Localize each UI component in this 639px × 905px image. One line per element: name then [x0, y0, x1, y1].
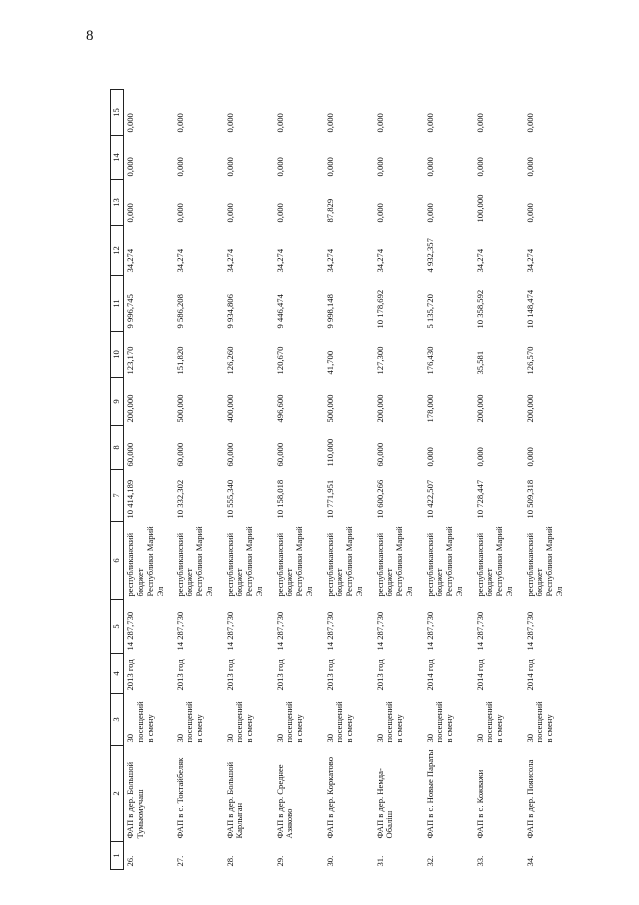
col15-value: 0,000 [125, 113, 135, 133]
col12-value: 34,274 [174, 248, 185, 273]
col7-value: 10 509,318 [524, 479, 535, 519]
table-row [474, 90, 524, 870]
funding-source: республиканский бюджет Республики Марий Эл [374, 526, 415, 597]
total-cost: 14 287,730 [474, 611, 485, 651]
header-cell: 13 [111, 180, 124, 226]
row-number: 33. [474, 855, 485, 867]
facility-name: ФАП в дер. Большой Тумьюмучаш [125, 761, 145, 839]
col7-value: 10 600,266 [374, 479, 385, 519]
capacity: 30 посещений в смену [274, 701, 305, 743]
col14-value: 0,000 [125, 157, 135, 177]
col7-value: 10 422,507 [424, 479, 435, 519]
col12-value: 4 932,357 [424, 238, 435, 273]
col10-value: 126,570 [524, 346, 535, 375]
col12-value: 34,274 [274, 248, 285, 273]
header-cell: 6 [111, 522, 124, 600]
facility-name: ФАП в дер. Среднее Азяково [274, 764, 295, 839]
funding-source: республиканский бюджет Республики Марий Эл [424, 526, 465, 597]
capacity: 30 посещений в смену [424, 701, 455, 743]
header-cell: 14 [111, 136, 124, 180]
col13-value: 0,000 [125, 203, 135, 223]
col8-value: 0,000 [524, 447, 535, 467]
col8-value: 60,000 [174, 442, 185, 467]
capacity: 30 посещений в смену [474, 701, 505, 743]
header-cell: 2 [111, 746, 124, 842]
col11-value: 5 135,720 [424, 294, 435, 329]
col9-value: 200,000 [374, 394, 385, 423]
funding-source: республиканский бюджет Республики Марий Эл [224, 526, 265, 597]
row-number: 26. [125, 855, 135, 867]
col10-value: 41,700 [324, 350, 335, 375]
col13-value: 0,000 [274, 203, 285, 223]
facility-name: ФАП в дер. Пояисола [524, 759, 535, 839]
facility-name: ФАП в дер. Коркатово [324, 756, 335, 839]
col7-value: 10 414,189 [125, 479, 135, 519]
header-cell: 10 [111, 332, 124, 378]
col8-value: 60,000 [224, 442, 235, 467]
col15-value: 0,000 [474, 113, 485, 133]
total-cost: 14 287,730 [174, 611, 185, 651]
col11-value: 9 586,208 [174, 294, 185, 329]
row-number: 31. [374, 855, 385, 867]
year: 2013 год [274, 659, 285, 691]
col11-value: 9 998,148 [324, 294, 335, 329]
rotated-table-wrapper [110, 90, 630, 870]
facility-name: ФАП в дер. Немда-Обаліш [374, 768, 395, 839]
col9-value: 200,000 [125, 394, 135, 423]
col8-value: 0,000 [424, 447, 435, 467]
facility-name: ФАП в с. Токтайбеляк [174, 757, 185, 839]
row-number: 30. [324, 855, 335, 867]
col10-value: 127,300 [374, 346, 385, 375]
col15-value: 0,000 [274, 113, 285, 133]
col12-value: 34,274 [324, 248, 335, 273]
col10-value: 176,430 [424, 346, 435, 375]
col12-value: 34,274 [224, 248, 235, 273]
header-cell: 1 [111, 842, 124, 870]
col9-value: 500,000 [174, 394, 185, 423]
col9-value: 178,000 [424, 394, 435, 423]
table-row [174, 90, 224, 870]
col9-value: 200,000 [524, 394, 535, 423]
col11-value: 9 446,474 [274, 294, 285, 329]
header-cell: 12 [111, 226, 124, 276]
header-cell: 3 [111, 694, 124, 746]
col14-value: 0,000 [324, 157, 335, 177]
facility-name: ФАП в дер. Большой Карлыган [224, 761, 245, 839]
col9-value: 200,000 [474, 394, 485, 423]
total-cost: 14 287,730 [374, 611, 385, 651]
col11-value: 10 148,474 [524, 289, 535, 329]
col11-value: 10 178,692 [374, 289, 385, 329]
header-cell: 15 [111, 90, 124, 136]
col15-value: 0,000 [224, 113, 235, 133]
col12-value: 34,274 [474, 248, 485, 273]
year: 2013 год [374, 659, 385, 691]
header-cell: 11 [111, 276, 124, 332]
facility-name: ФАП в с. Кожважи [474, 769, 485, 839]
col9-value: 496,600 [274, 394, 285, 423]
row-number: 34. [524, 855, 535, 867]
funding-source: республиканский бюджет Республики Марий Эл [174, 526, 215, 597]
total-cost: 14 287,730 [125, 611, 135, 651]
col8-value: 60,000 [374, 442, 385, 467]
col7-value: 10 728,447 [474, 479, 485, 519]
col13-value: 0,000 [424, 203, 435, 223]
table-row [274, 90, 324, 870]
col7-value: 10 332,302 [174, 479, 185, 519]
col12-value: 34,274 [524, 248, 535, 273]
col14-value: 0,000 [374, 157, 385, 177]
col15-value: 0,000 [424, 113, 435, 133]
year: 2013 год [174, 659, 185, 691]
capacity: 30 посещений в смену [324, 701, 355, 743]
year: 2014 год [524, 659, 535, 691]
header-cell: 9 [111, 378, 124, 426]
table-row [424, 90, 474, 870]
capacity: 30 посещений в смену [374, 701, 405, 743]
total-cost: 14 287,730 [274, 611, 285, 651]
col13-value: 87,829 [324, 198, 335, 223]
col8-value: 60,000 [274, 442, 285, 467]
capacity: 30 посещений в смену [224, 701, 255, 743]
col15-value: 0,000 [374, 113, 385, 133]
col14-value: 0,000 [274, 157, 285, 177]
col14-value: 0,000 [424, 157, 435, 177]
col11-value: 9 996,745 [125, 294, 135, 329]
col13-value: 0,000 [174, 203, 185, 223]
header-cell: 7 [111, 470, 124, 522]
col8-value: 110,000 [324, 438, 335, 467]
capacity: 30 посещений в смену [524, 701, 555, 743]
col15-value: 0,000 [324, 113, 335, 133]
header-cell: 4 [111, 654, 124, 694]
col15-value: 0,000 [174, 113, 185, 133]
year: 2013 год [224, 659, 235, 691]
row-number: 27. [174, 855, 185, 867]
row-number: 29. [274, 855, 285, 867]
table-row [524, 90, 574, 870]
year: 2014 год [474, 659, 485, 691]
col7-value: 10 771,951 [324, 479, 335, 519]
col14-value: 0,000 [524, 157, 535, 177]
col10-value: 35,581 [474, 350, 485, 375]
table-row [124, 90, 174, 870]
col14-value: 0,000 [224, 157, 235, 177]
col12-value: 34,274 [374, 248, 385, 273]
col10-value: 151,820 [174, 346, 185, 375]
col10-value: 120,670 [274, 346, 285, 375]
col10-value: 126,260 [224, 346, 235, 375]
row-number: 28. [224, 855, 235, 867]
total-cost: 14 287,730 [424, 611, 435, 651]
col15-value: 0,000 [524, 113, 535, 133]
col8-value: 0,000 [474, 447, 485, 467]
table-row [324, 90, 374, 870]
facility-name: ФАП в с. Новые Параты [424, 749, 435, 839]
col9-value: 500,000 [324, 394, 335, 423]
total-cost: 14 287,730 [524, 611, 535, 651]
year: 2014 год [424, 659, 435, 691]
col10-value: 123,170 [125, 346, 135, 375]
capacity: 30 посещений в смену [125, 701, 155, 743]
table-row [374, 90, 424, 870]
header-cell: 5 [111, 600, 124, 654]
funding-source: республиканский бюджет Республики Марий Эл [125, 526, 165, 597]
col14-value: 0,000 [474, 157, 485, 177]
col13-value: 0,000 [224, 203, 235, 223]
header-row [111, 90, 124, 870]
col11-value: 9 934,806 [224, 294, 235, 329]
col13-value: 0,000 [374, 203, 385, 223]
col13-value: 100,000 [474, 194, 485, 223]
header-cell: 8 [111, 426, 124, 470]
col13-value: 0,000 [524, 203, 535, 223]
col7-value: 10 158,018 [274, 479, 285, 519]
funding-source: республиканский бюджет Республики Марий Эл [324, 526, 365, 597]
funding-source: республиканский бюджет Республики Марий Эл [474, 526, 515, 597]
col11-value: 10 358,592 [474, 289, 485, 329]
funding-source: республиканский бюджет Республики Марий Эл [274, 526, 315, 597]
total-cost: 14 287,730 [224, 611, 235, 651]
col14-value: 0,000 [174, 157, 185, 177]
total-cost: 14 287,730 [324, 611, 335, 651]
page-number: 8 [86, 28, 94, 44]
year: 2013 год [125, 659, 135, 691]
col7-value: 10 555,340 [224, 479, 235, 519]
year: 2013 год [324, 659, 335, 691]
table-row [224, 90, 274, 870]
row-number: 32. [424, 855, 435, 867]
funding-table [110, 89, 574, 870]
col8-value: 60,000 [125, 442, 135, 467]
funding-source: республиканский бюджет Республики Марий Эл [524, 526, 565, 597]
capacity: 30 посещений в смену [174, 701, 205, 743]
col12-value: 34,274 [125, 248, 135, 273]
col9-value: 400,000 [224, 394, 235, 423]
